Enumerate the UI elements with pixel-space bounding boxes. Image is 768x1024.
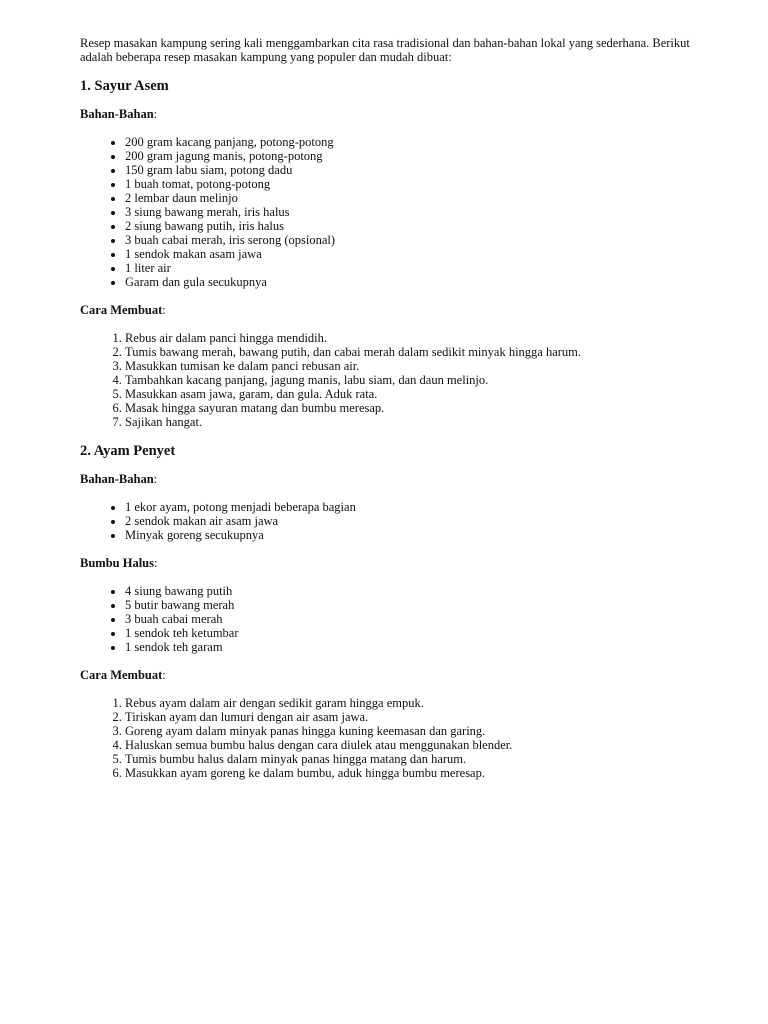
recipe-ayam-penyet: [80, 443, 710, 780]
recipe-title: 1. Sayur Asem: [80, 78, 169, 94]
steps-heading: Cara Membuat:: [80, 668, 166, 682]
list-item: • 200 gram kacang panjang, potong-potong: [125, 135, 710, 149]
list-item: • 1 sendok makan asam jawa: [125, 247, 710, 261]
list-item: 7. Sajikan hangat.: [125, 415, 710, 429]
list-item: 2. Tumis bawang merah, bawang putih, dan cabai merah dalam sedikit minyak hingga harum.: [125, 345, 710, 359]
ingredients-label: Bahan-Bahan: [80, 472, 154, 486]
ingredients-heading: Bahan-Bahan:: [80, 107, 158, 121]
list-item: • 200 gram jagung manis, potong-potong: [125, 149, 710, 163]
recipe-sayur-asem: [80, 78, 710, 429]
intro-paragraph: Resep masakan kampung sering kali menggambarkan cita rasa tradisional dan bahan-bahan lokal yang sederhana. Berikut adalah beberapa resep masakan kampung yang populer dan mudah dibuat:: [80, 36, 690, 64]
list-item: 5. Tumis bumbu halus dalam minyak panas hingga matang dan harum.: [125, 752, 710, 766]
list-item: • 2 lembar daun melinjo: [125, 191, 710, 205]
list-item: • 2 siung bawang putih, iris halus: [125, 219, 710, 233]
list-item: • 1 sendok teh garam: [125, 640, 710, 654]
list-item: • 1 ekor ayam, potong menjadi beberapa bagian: [125, 500, 710, 514]
steps-label: Cara Membuat: [80, 668, 163, 682]
list-item: 2. Tiriskan ayam dan lumuri dengan air asam jawa.: [125, 710, 710, 724]
list-item: 3. Masukkan tumisan ke dalam panci rebusan air.: [125, 359, 710, 373]
ingredients-list: [80, 500, 710, 542]
spices-heading: Bumbu Halus:: [80, 556, 158, 570]
steps-heading: Cara Membuat:: [80, 303, 166, 317]
list-item: • 1 buah tomat, potong-potong: [125, 177, 710, 191]
document-page: [80, 36, 710, 794]
ingredients-list: [80, 135, 710, 289]
list-item: 4. Haluskan semua bumbu halus dengan cara diulek atau menggunakan blender.: [125, 738, 710, 752]
list-item: • 1 sendok teh ketumbar: [125, 626, 710, 640]
spices-label: Bumbu Halus: [80, 556, 154, 570]
list-item: 6. Masukkan ayam goreng ke dalam bumbu, aduk hingga bumbu meresap.: [125, 766, 710, 780]
ingredients-heading: Bahan-Bahan:: [80, 472, 158, 486]
list-item: • 3 siung bawang merah, iris halus: [125, 205, 710, 219]
list-item: 6. Masak hingga sayuran matang dan bumbu meresap.: [125, 401, 710, 415]
ingredients-label: Bahan-Bahan: [80, 107, 154, 121]
list-item: • 4 siung bawang putih: [125, 584, 710, 598]
list-item: • 5 butir bawang merah: [125, 598, 710, 612]
list-item: • Minyak goreng secukupnya: [125, 528, 710, 542]
list-item: • Garam dan gula secukupnya: [125, 275, 710, 289]
recipe-title: 2. Ayam Penyet: [80, 443, 176, 459]
steps-list: [80, 696, 710, 780]
list-item: 4. Tambahkan kacang panjang, jagung manis, labu siam, dan daun melinjo.: [125, 373, 710, 387]
list-item: • 1 liter air: [125, 261, 710, 275]
list-item: • 2 sendok makan air asam jawa: [125, 514, 710, 528]
spices-list: [80, 584, 710, 654]
list-item: • 3 buah cabai merah: [125, 612, 710, 626]
list-item: 5. Masukkan asam jawa, garam, dan gula. Aduk rata.: [125, 387, 710, 401]
list-item: 3. Goreng ayam dalam minyak panas hingga kuning keemasan dan garing.: [125, 724, 710, 738]
list-item: • 3 buah cabai merah, iris serong (opsional): [125, 233, 710, 247]
steps-label: Cara Membuat: [80, 303, 163, 317]
steps-list: [80, 331, 710, 429]
list-item: 1. Rebus air dalam panci hingga mendidih.: [125, 331, 710, 345]
list-item: • 150 gram labu siam, potong dadu: [125, 163, 710, 177]
list-item: 1. Rebus ayam dalam air dengan sedikit garam hingga empuk.: [125, 696, 710, 710]
